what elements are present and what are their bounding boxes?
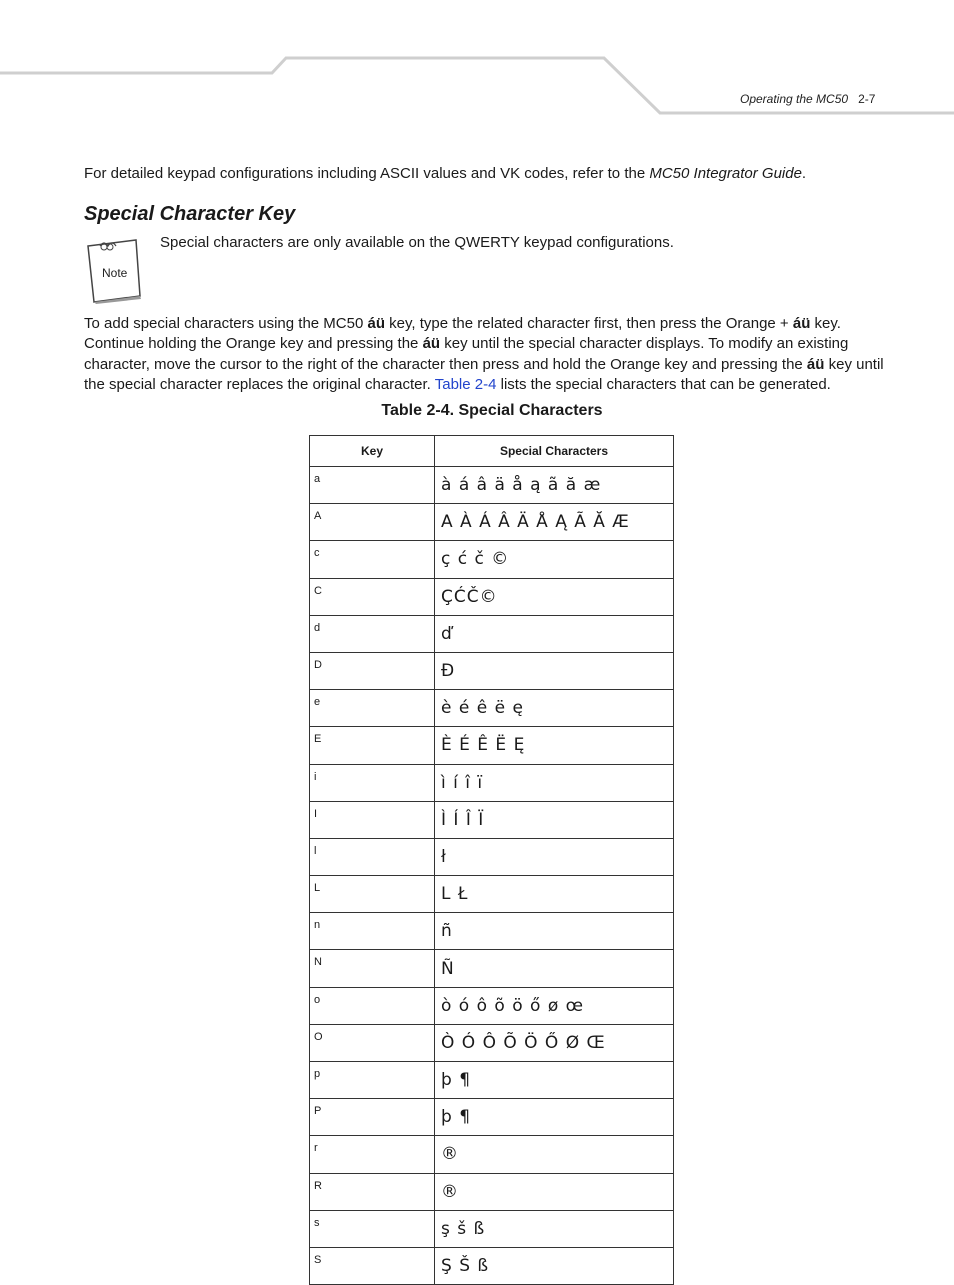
key-cell: s: [310, 1210, 435, 1247]
special-characters-cell: ş š ß: [435, 1210, 674, 1247]
table-row: [310, 1062, 674, 1099]
body-text: key until the special character replaces the original character.: [84, 355, 884, 393]
special-characters-cell: ł: [435, 838, 674, 875]
body-text: lists the special characters that can be generated.: [496, 375, 831, 393]
note-icon-label: Note: [102, 266, 128, 280]
special-characters-cell: Đ: [435, 652, 674, 689]
key-cell: S: [310, 1247, 435, 1284]
header-key: Key: [310, 436, 435, 467]
intro-paragraph: [84, 164, 904, 184]
special-characters-cell: ®: [435, 1173, 674, 1210]
header-special-characters: Special Characters: [435, 436, 674, 467]
special-characters-cell: è é ê ë ę: [435, 690, 674, 727]
key-glyph: áü: [806, 355, 825, 373]
key-glyph: áü: [792, 315, 811, 332]
key-cell: l: [310, 838, 435, 875]
special-characters-cell: ç ć č ©: [435, 541, 674, 578]
special-characters-cell: ñ: [435, 913, 674, 950]
key-cell: d: [310, 615, 435, 652]
note-text: Special characters are only available on the QWERTY keypad configurations.: [160, 234, 674, 251]
key-cell: p: [310, 1062, 435, 1099]
special-characters-table: [309, 435, 674, 1285]
table-link[interactable]: Table 2-4: [434, 375, 497, 393]
body-text: key, type the related character first, then press the Orange +: [385, 315, 793, 332]
body-paragraph: [84, 314, 904, 395]
table-row: [310, 1210, 674, 1247]
key-cell: C: [310, 578, 435, 615]
table-row: [310, 727, 674, 764]
key-glyph: áü: [422, 335, 441, 353]
key-cell: R: [310, 1173, 435, 1210]
body-text: To add special characters using the MC50: [84, 315, 368, 332]
key-cell: c: [310, 541, 435, 578]
key-cell: D: [310, 652, 435, 689]
table-row: [310, 913, 674, 950]
table-row: [310, 987, 674, 1024]
note-icon: [86, 238, 146, 304]
page-number: 2-7: [858, 92, 876, 106]
key-cell: n: [310, 913, 435, 950]
key-cell: I: [310, 801, 435, 838]
table-row: [310, 467, 674, 504]
table-row: [310, 764, 674, 801]
running-head-title: Operating the MC50: [740, 92, 849, 106]
section-title: Special Character Key: [84, 203, 296, 225]
key-cell: O: [310, 1024, 435, 1061]
special-characters-cell: ì í î ï: [435, 764, 674, 801]
key-cell: i: [310, 764, 435, 801]
intro-text: For detailed keypad configurations including ASCII values and VK codes, refer to the: [84, 165, 650, 182]
special-characters-cell: Ş Š ß: [435, 1247, 674, 1284]
special-characters-cell: ®: [435, 1136, 674, 1173]
special-characters-cell: È É Ê Ë Ę: [435, 727, 674, 764]
table-row: [310, 1247, 674, 1284]
key-cell: E: [310, 727, 435, 764]
key-cell: a: [310, 467, 435, 504]
table-row: [310, 615, 674, 652]
key-cell: L: [310, 876, 435, 913]
table-row: [310, 1024, 674, 1061]
table-row: [310, 578, 674, 615]
intro-end: .: [801, 165, 807, 182]
table-row: [310, 1173, 674, 1210]
special-characters-cell: ď: [435, 615, 674, 652]
body-text: key. Continue holding the Orange key and pressing the: [84, 315, 841, 353]
key-cell: r: [310, 1136, 435, 1173]
table-row: [310, 1136, 674, 1173]
special-characters-cell: ò ó ô õ ö ő ø œ: [435, 987, 674, 1024]
key-cell: A: [310, 504, 435, 541]
intro-guide-title: MC50 Integrator Guide: [649, 165, 802, 182]
table-row: [310, 1099, 674, 1136]
table-row: [310, 652, 674, 689]
table-caption: Table 2-4. Special Characters: [381, 402, 603, 419]
body-text: key until the special character displays. To modify an existing character, move the cursor to the right of the character then press and hold the Orange key and pressing the: [84, 335, 849, 373]
special-characters-cell: ÇĆČ©: [435, 578, 674, 615]
special-characters-cell: A À Á Â Ä Å Ą Ã Ă Æ: [435, 504, 674, 541]
table-row: [310, 690, 674, 727]
special-characters-cell: þ ¶: [435, 1062, 674, 1099]
table-row: [310, 876, 674, 913]
special-characters-cell: Ì Í Î Ï: [435, 801, 674, 838]
special-characters-cell: à á â ä å ą ã ă æ: [435, 467, 674, 504]
key-cell: o: [310, 987, 435, 1024]
special-characters-cell: Ñ: [435, 950, 674, 987]
table-row: [310, 838, 674, 875]
special-characters-cell: Ò Ó Ô Õ Ö Ő Ø Œ: [435, 1024, 674, 1061]
table-row: [310, 950, 674, 987]
key-glyph: áü: [367, 315, 385, 332]
key-cell: N: [310, 950, 435, 987]
table-row: [310, 801, 674, 838]
table-row: [310, 504, 674, 541]
table-header-row: [310, 436, 674, 467]
special-characters-cell: L Ł: [435, 876, 674, 913]
key-cell: P: [310, 1099, 435, 1136]
special-characters-cell: þ ¶: [435, 1099, 674, 1136]
key-cell: e: [310, 690, 435, 727]
running-head: [740, 92, 910, 106]
table-row: [310, 541, 674, 578]
